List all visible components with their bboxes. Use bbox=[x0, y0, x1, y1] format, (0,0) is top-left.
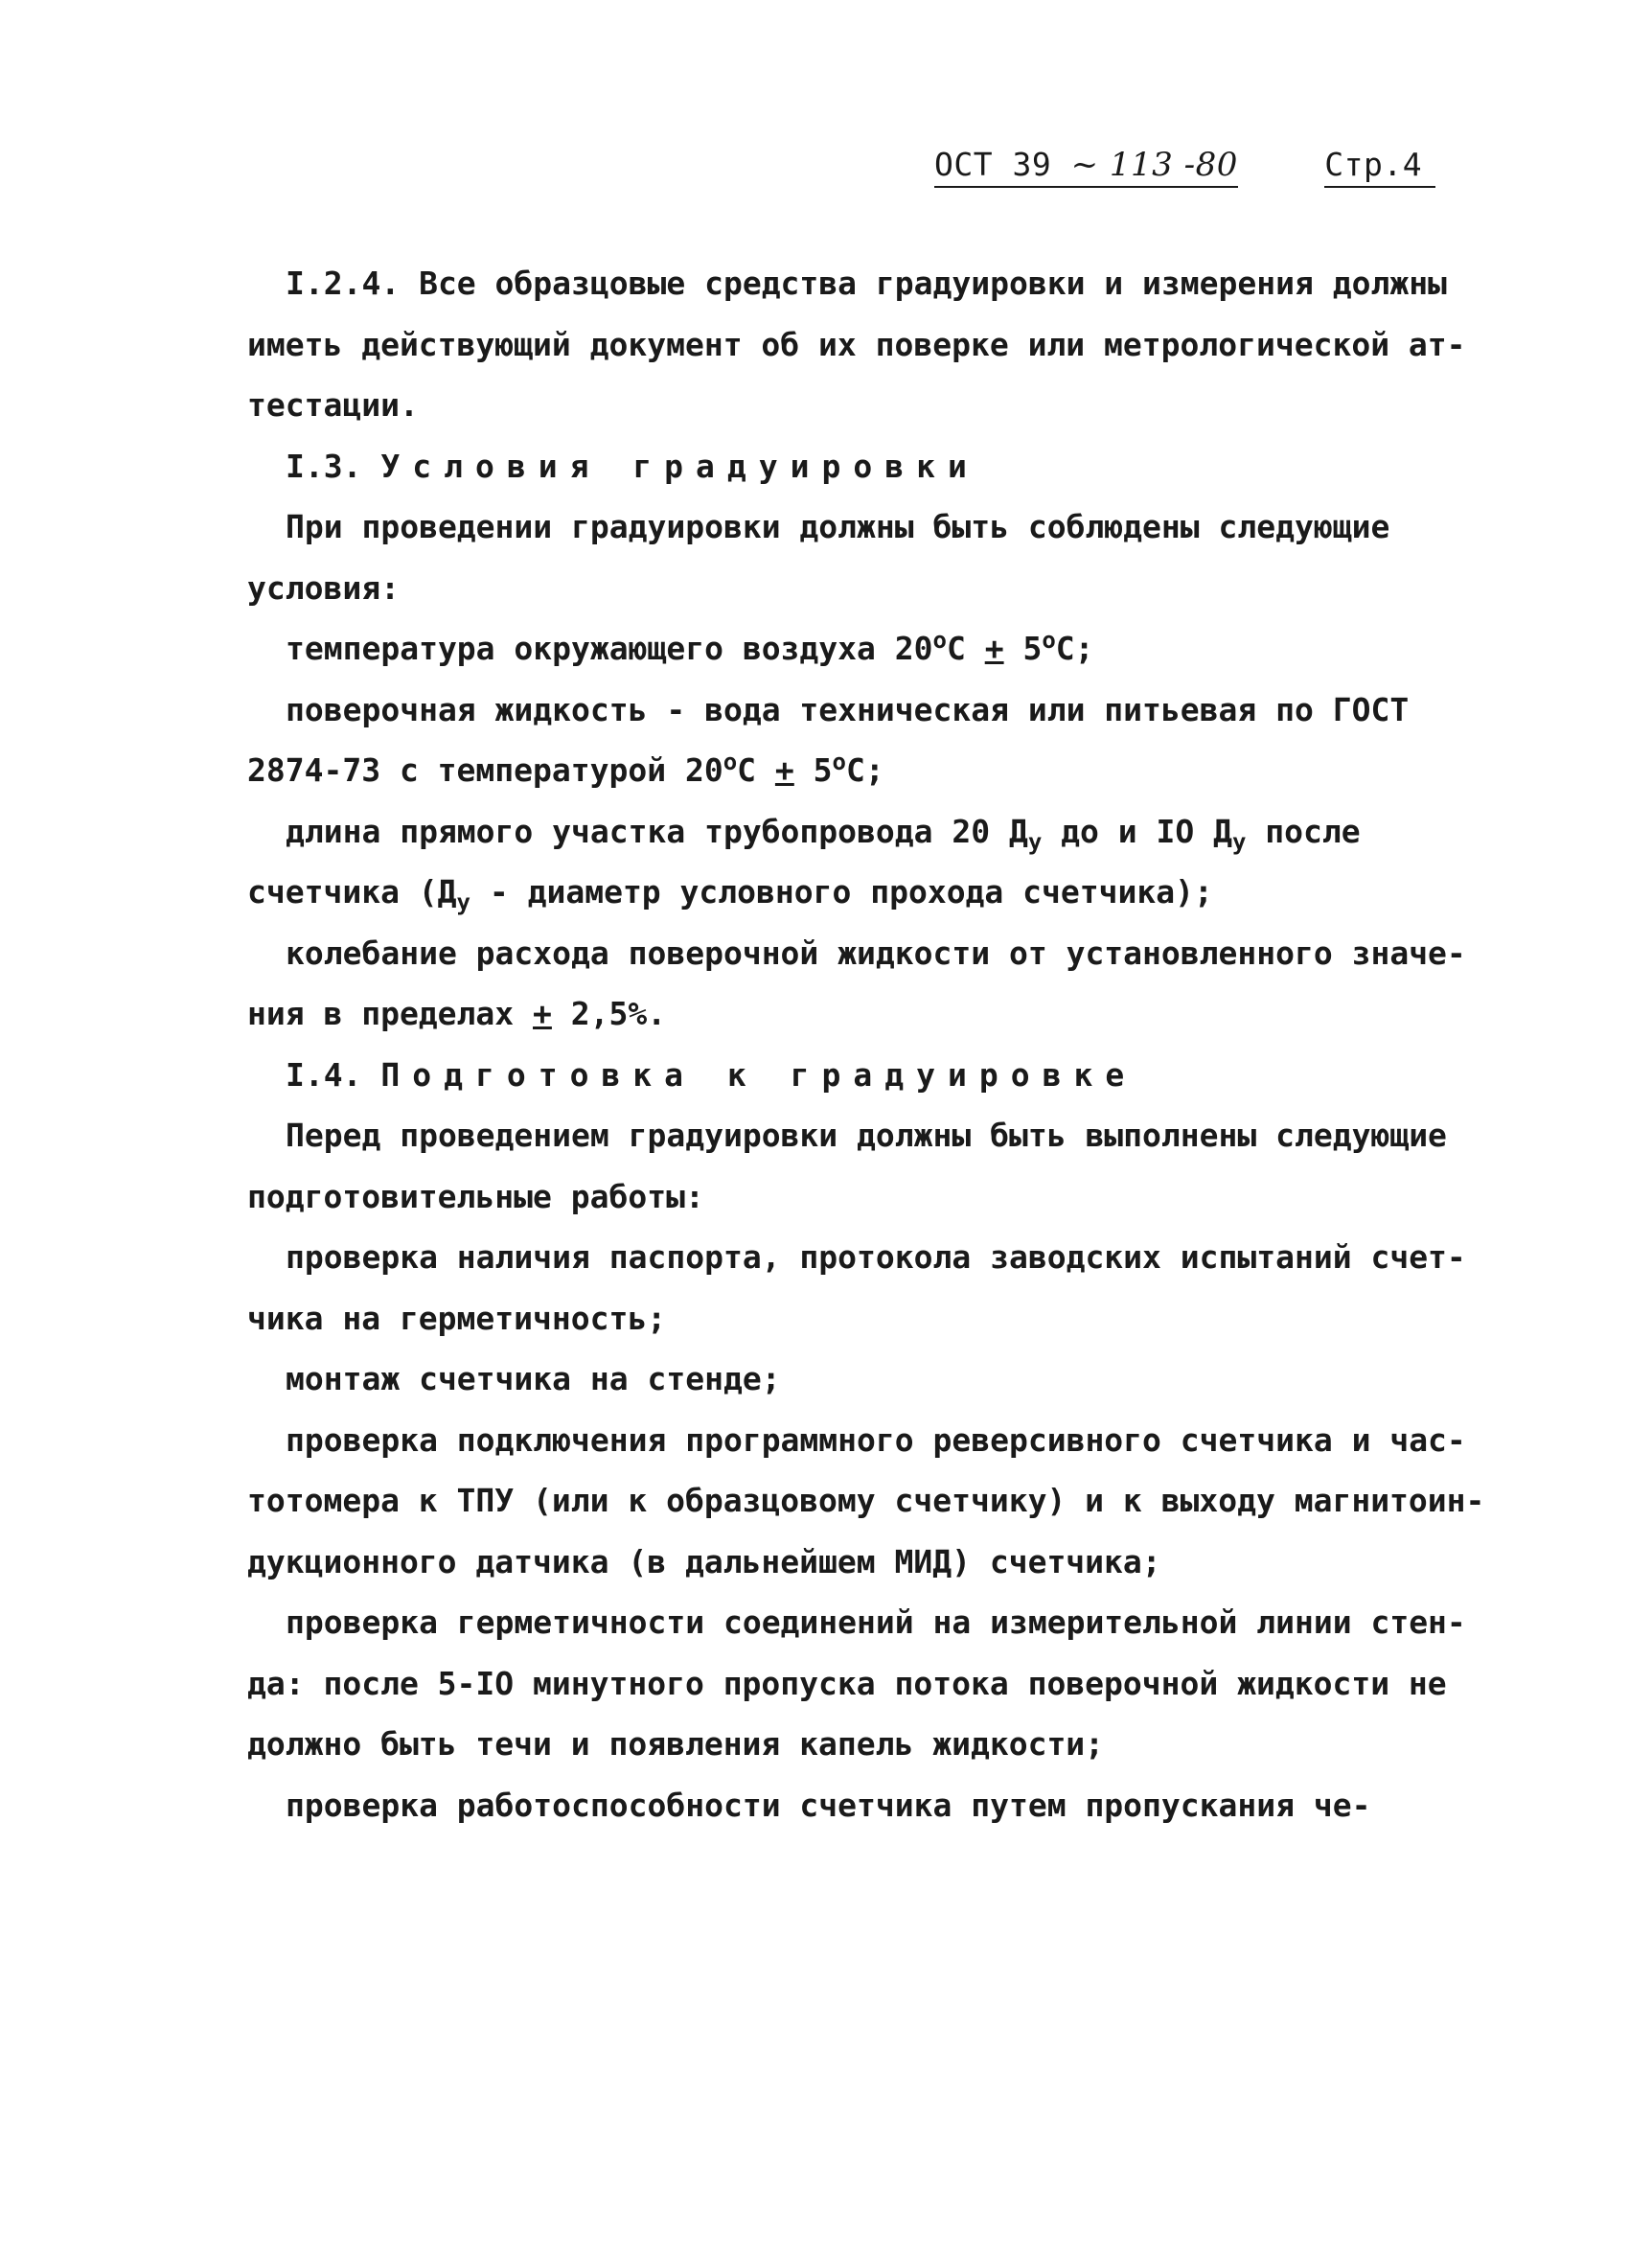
document-code bbox=[934, 146, 1238, 188]
text-run: ния в пределах bbox=[247, 995, 534, 1032]
text-run: С; bbox=[1055, 630, 1094, 667]
page-header bbox=[934, 146, 1435, 188]
plus-minus-sign: + bbox=[533, 995, 552, 1032]
paragraph-line: тотомера к ТПУ (или к образцовому счетчику) и к выходу магнитоин- bbox=[247, 1482, 1485, 1519]
degree-sign: о bbox=[723, 749, 738, 775]
document-body bbox=[247, 253, 1485, 1835]
paragraph-line: условия: bbox=[247, 568, 400, 607]
paragraph-line: колебание расхода поверочной жидкости от установленного значе- bbox=[286, 934, 1466, 972]
page-number: Стр.4 bbox=[1324, 146, 1435, 188]
section-title: Подготовка к градуировке bbox=[380, 1055, 1137, 1094]
degree-sign: о bbox=[932, 627, 947, 654]
condition-pipe-length bbox=[247, 801, 1469, 863]
text-run: 2,5%. bbox=[551, 995, 667, 1032]
text-run: длина прямого участка трубопровода 20 Д bbox=[286, 812, 1028, 850]
subscript: у bbox=[456, 888, 470, 916]
section-number: I.4. bbox=[286, 1055, 362, 1094]
paragraph-line: поверочная жидкость - вода техническая или питьевая по ГОСТ bbox=[286, 690, 1410, 728]
text-run: температура окружающего воздуха 20 bbox=[286, 630, 933, 667]
paragraph-line: тестации. bbox=[247, 386, 419, 424]
subscript: у bbox=[1027, 828, 1043, 856]
condition-flow-fluctuation bbox=[247, 983, 1469, 1045]
text-run: С; bbox=[845, 751, 884, 789]
paragraph-line: иметь действующий документ об их поверке или метрологической ат- bbox=[247, 325, 1466, 363]
paragraph-line: да: после 5-IO минутного пропуска потока поверочной жидкости не bbox=[247, 1664, 1447, 1702]
text-run: 5 bbox=[793, 751, 833, 789]
subscript: у bbox=[1231, 828, 1247, 856]
paragraph-line: Перед проведением градуировки должны быть выполнены следующие bbox=[286, 1117, 1447, 1154]
text-run: С bbox=[737, 751, 757, 789]
paragraph-line: проверка подключения программного реверсивного счетчика и час- bbox=[286, 1420, 1466, 1459]
condition-liquid-temp bbox=[247, 740, 1469, 801]
paragraph-line: монтаж счетчика на стенде; bbox=[286, 1360, 781, 1397]
paragraph-line: проверка наличия паспорта, протокола заводских испытаний счет- bbox=[286, 1238, 1466, 1276]
text-run: 5 bbox=[1003, 630, 1043, 667]
text-run: - диаметр условного прохода счетчика); bbox=[470, 873, 1213, 911]
plus-minus-sign: + bbox=[774, 751, 794, 789]
section-title: Условия градуировки bbox=[380, 447, 979, 485]
standard-prefix: ОСТ 39 bbox=[934, 146, 1052, 183]
standard-number: ~ 113 -80 bbox=[1070, 146, 1238, 184]
paragraph-line: должно быть течи и появления капель жидкости; bbox=[247, 1725, 1105, 1763]
plus-minus-sign: + bbox=[984, 630, 1004, 667]
condition-pipe-length-cont bbox=[247, 862, 1469, 923]
paragraph-line: I.2.4. Все образцовые средства градуировки и измерения должны bbox=[286, 265, 1447, 302]
text-run: после bbox=[1246, 812, 1361, 850]
degree-sign: о bbox=[832, 749, 846, 775]
paragraph-line: проверка герметичности соединений на измерительной линии стен- bbox=[286, 1603, 1466, 1641]
text-run: 2874-73 с температурой 20 bbox=[247, 751, 723, 789]
section-number: I.3. bbox=[286, 447, 362, 485]
condition-temperature bbox=[247, 618, 1469, 680]
paragraph-line: чика на герметичность; bbox=[247, 1299, 667, 1337]
section-heading bbox=[247, 1045, 1469, 1106]
text-run: до и IO Д bbox=[1042, 812, 1232, 850]
paragraph-line: дукционного датчика (в дальнейшем МИД) счетчика; bbox=[247, 1542, 1161, 1580]
text-run: С bbox=[946, 630, 966, 667]
section-heading bbox=[247, 436, 1469, 497]
degree-sign: о bbox=[1042, 627, 1056, 654]
text-run: счетчика (Д bbox=[247, 873, 457, 911]
paragraph-line: При проведении градуировки должны быть соблюдены следующие bbox=[286, 508, 1390, 545]
paragraph-line: проверка работоспособности счетчика путем пропускания че- bbox=[286, 1786, 1371, 1824]
paragraph-line: подготовительные работы: bbox=[247, 1177, 704, 1215]
